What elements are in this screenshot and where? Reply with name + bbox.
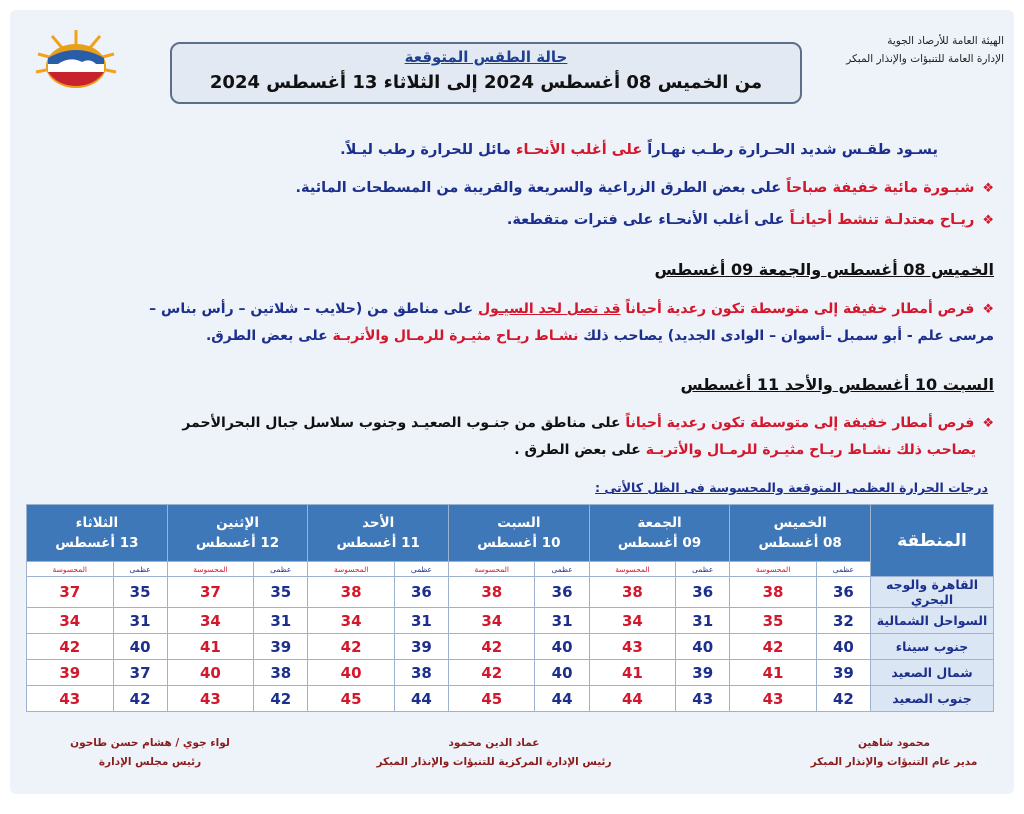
max-temp-cell: 38: [394, 660, 448, 686]
signature-title: مدير عام التنبؤات والإنذار المبكر: [810, 756, 978, 768]
felt-temp-cell: 43: [167, 686, 253, 712]
fog-text-2: على بعض الطرق الزراعية والسريعة والقريبة من المسطحات المائية.: [295, 180, 782, 196]
felt-temp-cell: 40: [308, 660, 394, 686]
s2-text-3: يصاحب ذلك نشـاط ريـاح مثيـرة للرمـال والأتربـة: [645, 442, 976, 458]
felt-temp-cell: 42: [449, 660, 535, 686]
max-temp-cell: 31: [535, 608, 589, 634]
felt-temp-cell: 45: [449, 686, 535, 712]
max-temp-cell: 31: [113, 608, 167, 634]
s1-text-4: مرسى علم - أبو سمبل –أسوان – الوادى الجديد) يصاحب ذلك: [578, 328, 994, 344]
summary-bullet-fog: [296, 180, 994, 196]
max-label: عظمى: [254, 562, 308, 577]
section-2-line-2: [514, 442, 976, 458]
felt-temp-cell: 43: [589, 634, 675, 660]
s1-text-3: على مناطق من (حلايب – شلاتين – رأس بناس –: [149, 301, 478, 317]
region-cell: جنوب سيناء: [871, 634, 994, 660]
max-temp-cell: 42: [113, 686, 167, 712]
max-temp-cell: 32: [816, 608, 870, 634]
felt-temp-cell: 41: [730, 660, 816, 686]
day-column-header: [167, 505, 308, 562]
summary-bullet-wind: [507, 212, 994, 228]
max-temp-cell: 43: [676, 686, 730, 712]
signature-name: لواء جوي / هشام حسن طاحون: [70, 737, 230, 749]
region-cell: جنوب الصعيد: [871, 686, 994, 712]
summary-text-3: مائل للحرارة رطب ليـلاً.: [340, 142, 511, 158]
title-box: [170, 42, 802, 104]
max-temp-cell: 31: [394, 608, 448, 634]
s1-text-2: قد تصل لحد السيـول: [477, 301, 621, 317]
ema-logo-icon: [30, 28, 122, 100]
diamond-bullet-icon: ❖: [982, 181, 994, 196]
max-label: عظمى: [113, 562, 167, 577]
felt-temp-cell: 41: [589, 660, 675, 686]
day-column-header: [308, 505, 449, 562]
felt-temp-cell: 35: [730, 608, 816, 634]
day-name: الخميس: [773, 515, 827, 531]
max-temp-cell: 35: [254, 577, 308, 608]
max-temp-cell: 44: [394, 686, 448, 712]
table-row: [27, 608, 994, 634]
day-date: 10 أغسطس: [477, 535, 561, 551]
max-temp-cell: 40: [816, 634, 870, 660]
max-temp-cell: 40: [676, 634, 730, 660]
max-label: عظمى: [816, 562, 870, 577]
felt-label: المحسوسة: [589, 562, 675, 577]
summary-text-2: على أغلب الأنحـاء: [510, 142, 643, 158]
max-temp-cell: 31: [254, 608, 308, 634]
max-temp-cell: 36: [535, 577, 589, 608]
felt-temp-cell: 34: [27, 608, 114, 634]
max-temp-cell: 37: [113, 660, 167, 686]
felt-temp-cell: 34: [308, 608, 394, 634]
diamond-bullet-icon: ❖: [982, 213, 994, 228]
section-2-line-1: [182, 415, 994, 431]
organization-header: [846, 32, 1004, 68]
max-temp-cell: 36: [394, 577, 448, 608]
max-temp-cell: 38: [254, 660, 308, 686]
section-1-heading: الخميس 08 أغسطس والجمعة 09 أغسطس: [654, 260, 994, 279]
wind-text-2: على أغلب الأنحـاء على فترات متقطعة.: [506, 212, 785, 228]
max-temp-cell: 42: [816, 686, 870, 712]
day-date: 08 أغسطس: [758, 535, 842, 551]
felt-temp-cell: 43: [27, 686, 114, 712]
org-line-1: الهيئة العامة للأرصاد الجوية: [887, 35, 1004, 47]
section-1-line-1: [149, 301, 994, 317]
day-name: السبت: [497, 515, 541, 531]
felt-temp-cell: 45: [308, 686, 394, 712]
max-temp-cell: 39: [816, 660, 870, 686]
felt-label: المحسوسة: [308, 562, 394, 577]
table-row: [27, 660, 994, 686]
day-column-header: [589, 505, 730, 562]
temperature-table: [26, 504, 994, 712]
day-column-header: [27, 505, 168, 562]
day-column-header: [449, 505, 590, 562]
felt-label: المحسوسة: [27, 562, 114, 577]
signature-name: عماد الدين محمود: [448, 737, 540, 749]
region-cell: السواحل الشمالية: [871, 608, 994, 634]
felt-temp-cell: 42: [308, 634, 394, 660]
felt-temp-cell: 42: [730, 634, 816, 660]
max-temp-cell: 36: [676, 577, 730, 608]
summary-text-1: يسـود طقـس شديد الحـرارة رطـب نهـاراً: [642, 142, 938, 158]
s2-text-1: فرص أمطار خفيفة إلى متوسطة تكون رعدية أحياناً: [620, 415, 975, 431]
region-cell: شمال الصعيد: [871, 660, 994, 686]
day-column-header: [730, 505, 871, 562]
max-label: عظمى: [535, 562, 589, 577]
s2-text-2: على مناطق من جنـوب الصعيـد وجنوب سلاسل جبال البحرالأحمر: [182, 415, 621, 431]
felt-temp-cell: 38: [730, 577, 816, 608]
felt-temp-cell: 41: [167, 634, 253, 660]
max-temp-cell: 31: [676, 608, 730, 634]
day-date: 11 أغسطس: [336, 535, 420, 551]
felt-temp-cell: 38: [589, 577, 675, 608]
forecast-bulletin: [10, 10, 1014, 794]
felt-temp-cell: 42: [27, 634, 114, 660]
s1-text-6: على بعض الطرق.: [205, 328, 333, 344]
felt-temp-cell: 39: [27, 660, 114, 686]
max-temp-cell: 40: [113, 634, 167, 660]
felt-label: المحسوسة: [449, 562, 535, 577]
summary-line: [340, 142, 938, 158]
max-temp-cell: 40: [535, 660, 589, 686]
signature-title: رئيس مجلس الإدارة: [98, 756, 202, 768]
max-temp-cell: 35: [113, 577, 167, 608]
max-temp-cell: 39: [676, 660, 730, 686]
max-temp-cell: 42: [254, 686, 308, 712]
signature-name: محمود شاهين: [857, 737, 931, 749]
felt-temp-cell: 34: [167, 608, 253, 634]
table-row: [27, 686, 994, 712]
day-date: 12 أغسطس: [195, 535, 280, 551]
wind-text-1: ريـاح معتدلـة تنشط أحيانـاً: [784, 212, 975, 228]
s2-text-4: على بعض الطرق .: [514, 442, 646, 458]
table-subheader-row: [27, 562, 994, 577]
felt-temp-cell: 37: [27, 577, 114, 608]
felt-temp-cell: 37: [167, 577, 253, 608]
region-column-header: المنطقة: [871, 505, 994, 577]
signature-right: [794, 734, 994, 772]
signature-center: [354, 734, 634, 772]
felt-temp-cell: 38: [308, 577, 394, 608]
felt-temp-cell: 43: [730, 686, 816, 712]
max-label: عظمى: [676, 562, 730, 577]
table-caption: درجات الحرارة العظمى المتوقعة والمحسوسة فى الظل كالأتى :: [595, 480, 988, 495]
day-date: 13 أغسطس: [55, 535, 139, 551]
day-name: الجمعة: [637, 515, 682, 531]
max-temp-cell: 39: [394, 634, 448, 660]
felt-temp-cell: 44: [589, 686, 675, 712]
table-row: [27, 577, 994, 608]
fog-text-1: شبـورة مائية خفيفة صباحاً: [781, 180, 975, 196]
day-name: الثلاثاء: [75, 515, 119, 531]
table-header-row: [27, 505, 994, 562]
felt-label: المحسوسة: [167, 562, 253, 577]
bulletin-period: من الخميس 08 أغسطس 2024 إلى الثلاثاء 13 أغسطس 2024: [209, 72, 763, 93]
max-temp-cell: 36: [816, 577, 870, 608]
diamond-bullet-icon: ❖: [982, 302, 994, 317]
section-1-line-2: [206, 328, 994, 344]
section-2-heading: السبت 10 أغسطس والأحد 11 أغسطس: [680, 375, 994, 394]
bulletin-title: حالة الطقس المتوقعة: [404, 48, 568, 66]
max-temp-cell: 39: [254, 634, 308, 660]
day-date: 09 أغسطس: [617, 535, 702, 551]
felt-temp-cell: 42: [449, 634, 535, 660]
table-row: [27, 634, 994, 660]
felt-temp-cell: 34: [449, 608, 535, 634]
felt-label: المحسوسة: [730, 562, 816, 577]
max-label: عظمى: [394, 562, 448, 577]
s1-text-1: فرص أمطار خفيفة إلى متوسطة تكون رعدية أحياناً: [620, 301, 975, 317]
felt-temp-cell: 38: [449, 577, 535, 608]
felt-temp-cell: 40: [167, 660, 253, 686]
max-temp-cell: 40: [535, 634, 589, 660]
s1-text-5: نشـاط ريـاح مثيـرة للرمـال والأتربـة: [332, 328, 579, 344]
diamond-bullet-icon: ❖: [982, 416, 994, 431]
max-temp-cell: 44: [535, 686, 589, 712]
signature-left: [50, 734, 250, 772]
org-line-2: الإدارة العامة للتنبؤات والإنذار المبكر: [846, 53, 1004, 65]
day-name: الإثنين: [216, 515, 259, 531]
felt-temp-cell: 34: [589, 608, 675, 634]
region-cell: القاهرة والوجه البحري: [871, 577, 994, 608]
signature-title: رئيس الإدارة المركزية للتنبؤات والإنذار المبكر: [376, 756, 612, 768]
day-name: الأحد: [362, 515, 395, 531]
